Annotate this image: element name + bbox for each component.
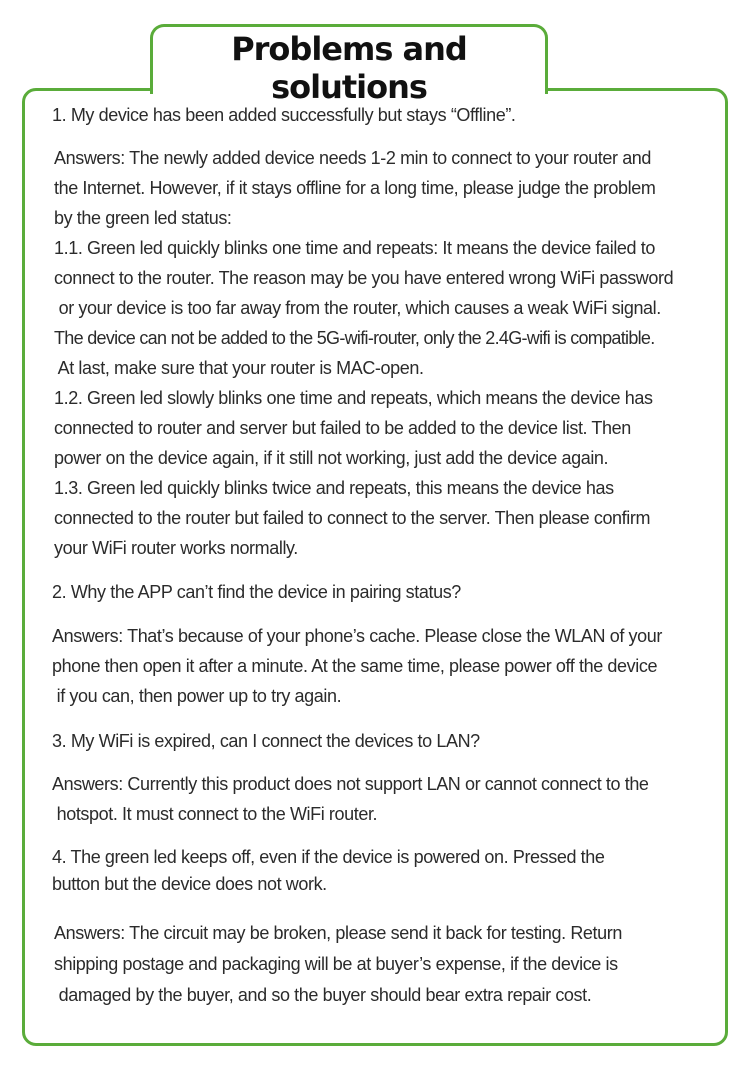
answer-1-line-2: the Internet. However, if it stays offline for a long time, please judge the problem — [54, 178, 656, 198]
answer-1-line-8: At last, make sure that your router is MAC-open. — [54, 358, 424, 378]
question-4-line-2: button but the device does not work. — [52, 874, 327, 894]
answer-1-line-3: by the green led status: — [54, 208, 232, 228]
page-title: Problems and solutions — [231, 30, 467, 106]
answer-1-line-13: connected to the router but failed to connect to the server. Then please confirm — [54, 508, 651, 528]
answer-1-line-5: connect to the router. The reason may be you have entered wrong WiFi password — [54, 268, 674, 288]
answer-1-line-4: 1.1. Green led quickly blinks one time and repeats: It means the device failed to — [54, 238, 655, 258]
answer-2-line-1: Answers: That’s because of your phone’s cache. Please close the WLAN of your — [52, 626, 662, 646]
answer-1-line-14: your WiFi router works normally. — [54, 538, 298, 558]
answer-1-line-9: 1.2. Green led slowly blinks one time and repeats, which means the device has — [54, 388, 653, 408]
answer-4-line-1: Answers: The circuit may be broken, please send it back for testing. Return — [54, 923, 622, 943]
answer-1-line-12: 1.3. Green led quickly blinks twice and repeats, this means the device has — [54, 478, 614, 498]
answer-3-line-2: hotspot. It must connect to the WiFi router. — [52, 804, 378, 824]
answer-4-line-3: damaged by the buyer, and so the buyer should bear extra repair cost. — [54, 985, 592, 1005]
answer-1-line-10: connected to router and server but failed to be added to the device list. Then — [54, 418, 631, 438]
answer-1-line-7: The device can not be added to the 5G-wifi-router, only the 2.4G-wifi is compatible. — [54, 328, 655, 348]
question-3: 3. My WiFi is expired, can I connect the devices to LAN? — [52, 731, 480, 751]
answer-1-line-6: or your device is too far away from the router, which causes a weak WiFi signal. — [54, 298, 661, 318]
answer-3-line-1: Answers: Currently this product does not support LAN or cannot connect to the — [52, 774, 649, 794]
answer-1-line-11: power on the device again, if it still not working, just add the device again. — [54, 448, 609, 468]
answer-1-line-1: Answers: The newly added device needs 1-2 min to connect to your router and — [54, 148, 652, 168]
question-4-line-1: 4. The green led keeps off, even if the device is powered on. Pressed the — [52, 847, 605, 867]
question-1: 1. My device has been added successfully but stays “Offline”. — [52, 105, 516, 125]
answer-4-line-2: shipping postage and packaging will be at buyer’s expense, if the device is — [54, 954, 618, 974]
answer-2-line-3: if you can, then power up to try again. — [52, 686, 342, 706]
answer-2-line-2: phone then open it after a minute. At the same time, please power off the device — [52, 656, 658, 676]
question-2: 2. Why the APP can’t find the device in pairing status? — [52, 582, 461, 602]
